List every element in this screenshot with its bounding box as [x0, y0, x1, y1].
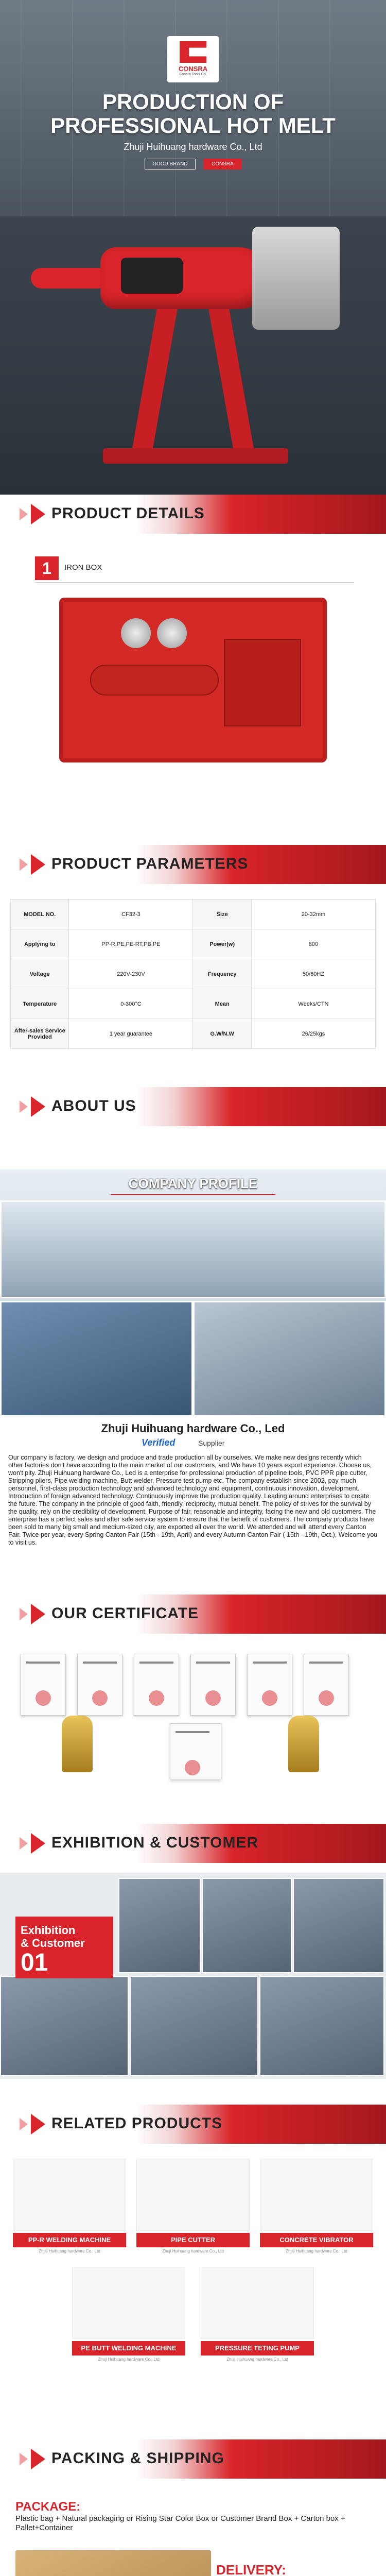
- detail-label: IRON BOX: [64, 563, 102, 572]
- hero-badges: [0, 159, 386, 170]
- section-title: OUR CERTIFICATE: [51, 1605, 199, 1622]
- table-row: MODEL NO. CF32-3 Size 20-32mm: [11, 900, 376, 929]
- section-bar-params: [0, 845, 386, 884]
- product-card[interactable]: [201, 2267, 314, 2362]
- package-heading: PACKAGE:: [15, 2500, 81, 2514]
- section-title: EXHIBITION & CUSTOMER: [51, 1834, 259, 1851]
- section-bar-packing: [0, 2439, 386, 2479]
- welder-stand-leg: [131, 309, 177, 453]
- product-sub: Zhuji Huihuang hardware Co., Ltd: [286, 2249, 347, 2253]
- supplier-label: Supplier: [198, 1439, 225, 1447]
- arrow-icon: [20, 1837, 28, 1850]
- certificate-image: [190, 1654, 236, 1716]
- exhibition-photo: [259, 1976, 384, 2076]
- heating-die: [121, 618, 151, 648]
- arrow-icon: [31, 1833, 45, 1854]
- section-bar-certificate: [0, 1595, 386, 1634]
- product-name: PIPE CUTTER: [136, 2233, 250, 2247]
- params-table: [10, 899, 376, 1049]
- divider: [35, 582, 354, 583]
- arrow-icon: [20, 2453, 28, 2465]
- certificate-image: [21, 1654, 66, 1716]
- brand-logo: [167, 36, 219, 82]
- section-title: RELATED PRODUCTS: [51, 2115, 223, 2132]
- product-image: [136, 2159, 250, 2231]
- product-name: PP-R WELDING MACHINE: [13, 2233, 126, 2247]
- certificate-image: [304, 1654, 349, 1716]
- exhibition-photo: [202, 1878, 292, 1973]
- product-card[interactable]: [136, 2159, 250, 2253]
- arrow-icon: [20, 2118, 28, 2130]
- product-sub: Zhuji Huihuang hardware Co., Ltd: [39, 2249, 100, 2253]
- section-bar-related: [0, 2105, 386, 2144]
- divider: [111, 1194, 275, 1195]
- arrow-icon: [31, 854, 45, 875]
- section-bar-exhibition: [0, 1824, 386, 1863]
- table-row: After-sales Service Provided 1 year guarantee G.W/N.W 26/25kgs: [11, 1019, 376, 1049]
- section-title: ABOUT US: [51, 1097, 136, 1114]
- hero-company: Zhuji Huihuang hardware Co., Ltd: [124, 142, 262, 152]
- table-row: Applying to PP-R,PE,PE-RT,PB,PE Power(w) 800: [11, 929, 376, 959]
- exhibition-photo: [130, 1976, 258, 2076]
- arrow-icon: [20, 1100, 28, 1113]
- delivery-info: DELIVERY:: [216, 2562, 286, 2576]
- certificate-image: [170, 1723, 221, 1780]
- arrow-icon: [31, 1096, 45, 1117]
- product-card[interactable]: [72, 2267, 185, 2362]
- exhibition-photo: [293, 1878, 384, 1973]
- table-row: Voltage 220V-230V Frequency 50/60HZ: [11, 959, 376, 989]
- company-name: Zhuji Huihuang hardware Co., Led: [101, 1422, 285, 1435]
- arrow-icon: [31, 504, 45, 524]
- logo-icon: [180, 41, 206, 63]
- certificate-image: [134, 1654, 179, 1716]
- section-bar-about: [0, 1087, 386, 1126]
- company-profile-title: COMPANY PROFILE: [128, 1176, 258, 1191]
- carton-box-image: [15, 2550, 211, 2576]
- detail-number: 1: [35, 556, 59, 580]
- product-image: [260, 2159, 373, 2231]
- trophy-image: [288, 1716, 319, 1772]
- certificate-image: [247, 1654, 292, 1716]
- welder-tool: [90, 665, 219, 696]
- welder-control-panel: [121, 258, 183, 294]
- product-name: PE BUTT WELDING MACHINE: [72, 2341, 185, 2355]
- arrow-icon: [20, 508, 28, 520]
- product-sub: Zhuji Huihuang hardware Co., Ltd: [98, 2357, 160, 2362]
- welder-heating-plate: [252, 227, 340, 330]
- company-description: Our company is factory, we design and produce and trade production all by ourselves. We make new designs recently which other factories don't have according to the main market of our customers, and We have 10 years export experience. Choose us, won't pity. Zhuji Huihuang hardware Co., Led is a enterprise for professional production of pipeline tools, PVC PPR pipe cutter, Stripping pliers, Pipe welding machine, Butt welder, Pressure test pump etc. The company establish since 2002, pay much personnel, first-class production technology and advanced technology and equipment, continuous innovation, development. Introduction of foreign advanced technology. Continuously improve the production quality. Leading around enterprises to create the future. The company in the principle of good faith, friendly, reciprocity, mutual benefit. The policy of strives for the survival by the quality, rely on the credibility of development. Purpose of fair, reasonable and integrity, facing the new and old customers. The enterprise has a perfect sales and after sale service system to ensure that the benefit of customers. The company products have been sold to many big small and medium-sized city, are exported all over the world. We attended and will attend every Canton Fair. Twice per year, every Spring Canton Fair (15th - 19th, April) and every Autumn Canton Fair ( 15th - 19th, Oct.), Welcome you to visit us.: [8, 1454, 378, 1546]
- company-profile-photos: [0, 1170, 386, 1417]
- good-brand-badge: GOOD BRAND: [145, 159, 195, 170]
- section-title: PRODUCT DETAILS: [51, 505, 205, 522]
- product-image: [201, 2267, 314, 2339]
- product-sub: Zhuji Huihuang hardware Co., Ltd: [162, 2249, 224, 2253]
- logo-name: CONSRA: [178, 65, 208, 73]
- product-card[interactable]: [260, 2159, 373, 2253]
- heating-die: [157, 618, 187, 648]
- exhibition-photo: [118, 1878, 201, 1973]
- arrow-icon: [20, 858, 28, 871]
- logo-subtitle: Consra Tools Co.: [179, 73, 207, 76]
- product-name: PRESSURE TETING PUMP: [201, 2341, 314, 2355]
- brand-badge: CONSRA: [204, 159, 241, 170]
- table-row: Temperature 0-300°C Mean Weeks/CTN: [11, 989, 376, 1019]
- product-name: CONCRETE VIBRATOR: [260, 2233, 373, 2247]
- iron-box-image: [59, 598, 327, 762]
- arrow-icon: [31, 2114, 45, 2134]
- hero-title: PRODUCTION OF PROFESSIONAL HOT MELT: [50, 90, 336, 138]
- exhibition-photo: [0, 1976, 129, 2076]
- welder-handle: [31, 268, 108, 289]
- product-sub: Zhuji Huihuang hardware Co., Ltd: [226, 2357, 288, 2362]
- trophy-image: [62, 1716, 93, 1772]
- verified-badge: Verified: [142, 1437, 176, 1448]
- product-card[interactable]: [13, 2159, 126, 2253]
- exhibition-label: Exhibition & Customer 01: [15, 1917, 113, 1978]
- product-image: [13, 2159, 126, 2231]
- section-title: PACKING & SHIPPING: [51, 2450, 224, 2467]
- welder-stand-base: [103, 448, 288, 464]
- section-title: PRODUCT PARAMETERS: [51, 855, 249, 872]
- product-image: [72, 2267, 185, 2339]
- tool-stand: [224, 639, 301, 726]
- arrow-icon: [20, 1608, 28, 1620]
- certificate-image: [77, 1654, 122, 1716]
- section-bar-details: [0, 495, 386, 534]
- arrow-icon: [31, 1604, 45, 1624]
- arrow-icon: [31, 2449, 45, 2469]
- package-text: Plastic bag + Natural packaging or Rising Star Color Box or Customer Brand Box + Carton box + Pallet+Container: [15, 2514, 345, 2532]
- welder-stand-leg: [208, 309, 254, 453]
